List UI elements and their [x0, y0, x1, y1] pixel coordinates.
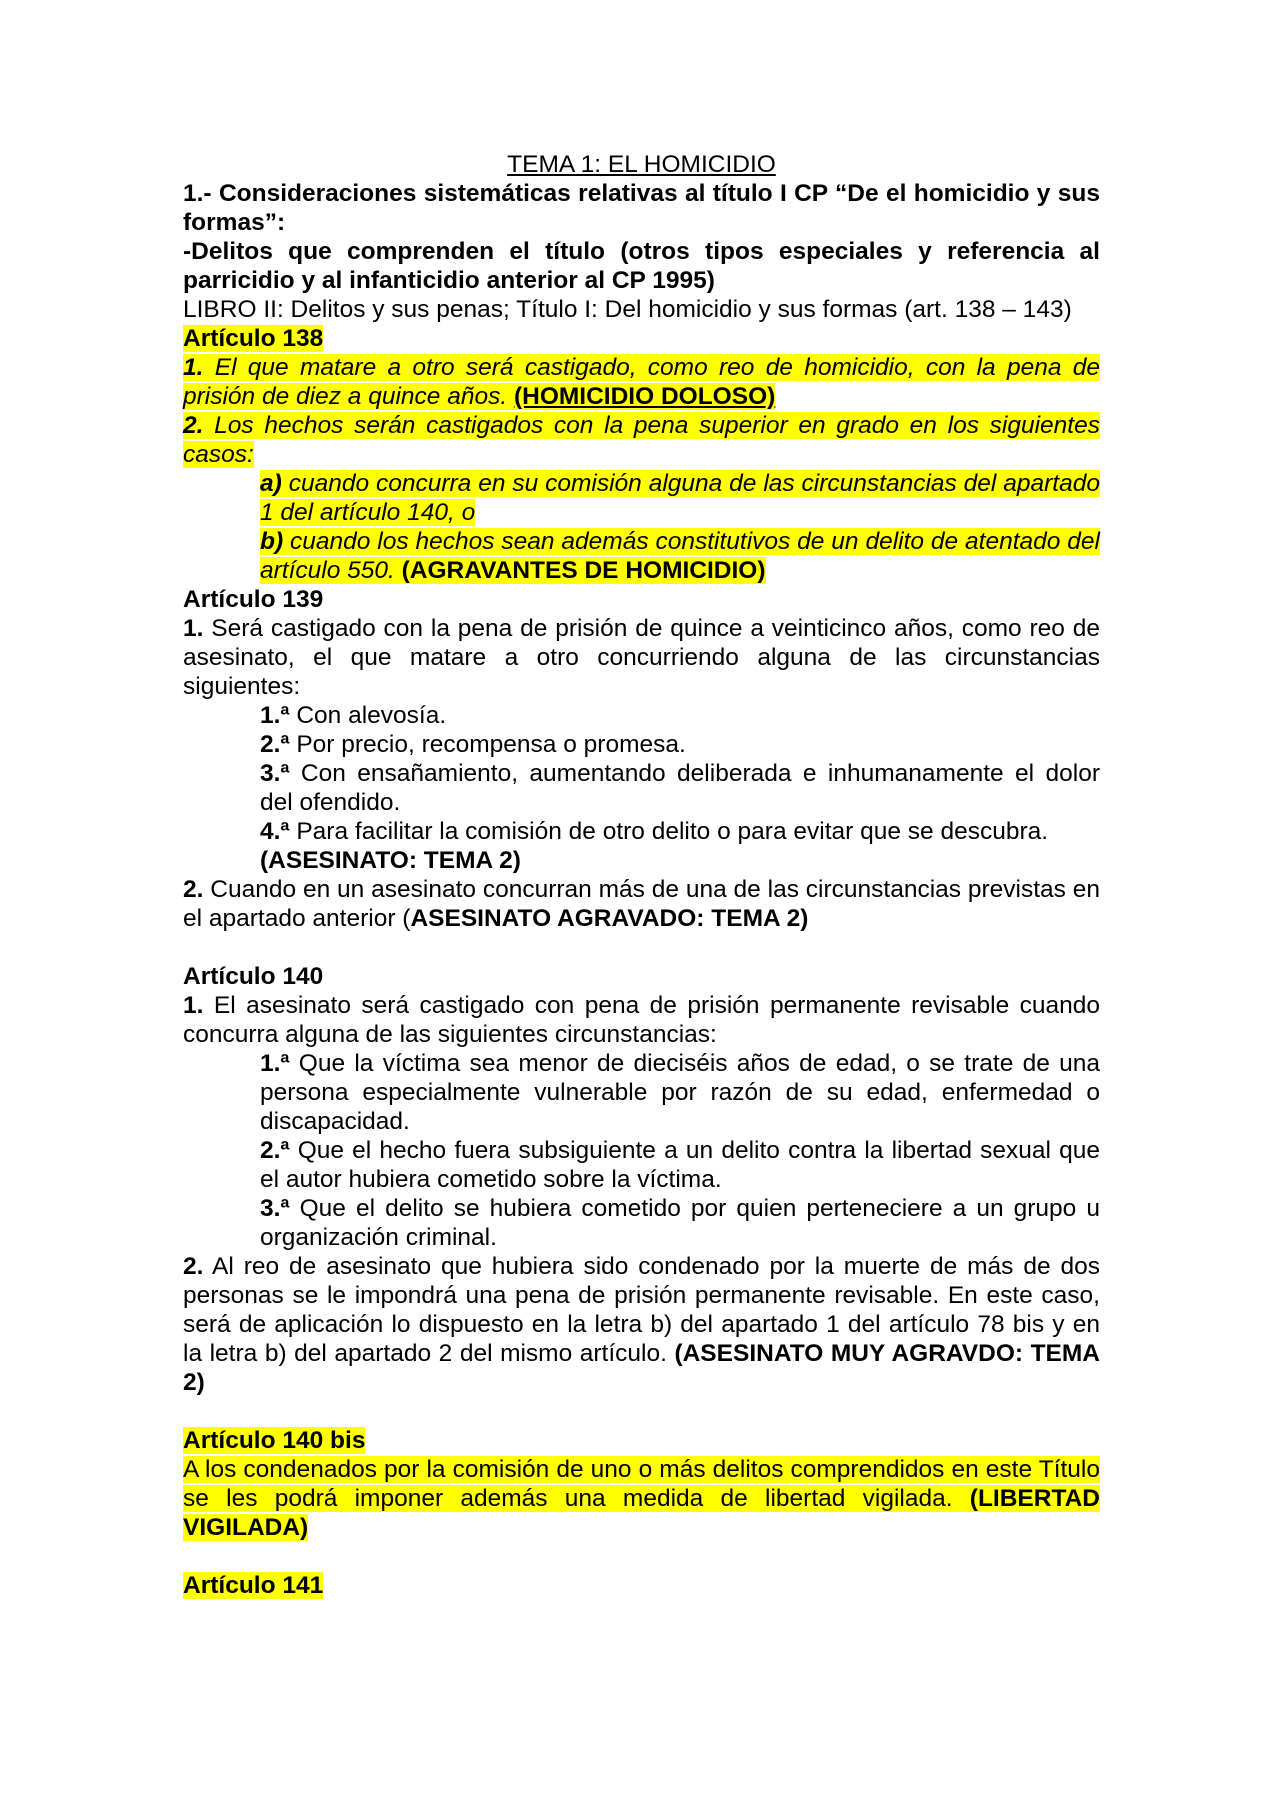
article-140bis-paragraph — [183, 1455, 1100, 1542]
list-item — [260, 759, 1100, 817]
paragraph-number: 2. — [183, 876, 204, 903]
item-number: 3.ª — [260, 1195, 290, 1222]
item-text: Para facilitar la comisión de otro delito o para evitar que se descubra. — [289, 818, 1049, 845]
item-text: Con ensañamiento, aumentando deliberada e inhumanamente el dolor del ofendido. — [260, 760, 1100, 816]
list-item — [260, 1194, 1100, 1252]
asesinato-agravado-tag: ASESINATO AGRAVADO: TEMA 2) — [410, 905, 809, 932]
item-number: 3.ª — [260, 760, 290, 787]
article-140-paragraph-2 — [183, 1252, 1100, 1397]
item-text: cuando concurra en su comisión alguna de las circunstancias del apartado 1 del artículo 140, o — [260, 470, 1100, 526]
paragraph-text: El asesinato será castigado con pena de prisión permanente revisable cuando concurra alguna de las siguientes circunstancias: — [183, 992, 1100, 1048]
article-138-paragraph-1 — [183, 353, 1100, 411]
paragraph-text: A los condenados por la comisión de uno o más delitos comprendidos en este Título se les podrá imponer además una medida de libertad vigilada. — [183, 1456, 1100, 1512]
item-text: Por precio, recompensa o promesa. — [289, 731, 686, 758]
article-141 — [183, 1571, 1100, 1600]
list-item — [260, 1136, 1100, 1194]
article-140-heading: Artículo 140 — [183, 963, 324, 990]
article-138-paragraph-2 — [183, 411, 1100, 469]
paragraph-text: Cuando en un asesinato concurran más de una de las circunstancias previstas en el apartado anterior ( — [183, 876, 1100, 932]
paragraph-number: 2. — [183, 412, 204, 439]
paragraph-number: 1. — [183, 615, 204, 642]
item-number: 4.ª — [260, 818, 290, 845]
item-label: b) — [260, 528, 284, 555]
article-140bis — [183, 1426, 1100, 1455]
list-item — [260, 730, 1100, 759]
libertad-vigilada-tag: (LIBERTAD VIGILADA) — [183, 1485, 1100, 1541]
section-subheading: -Delitos que comprenden el título (otros tipos especiales y referencia al parricidio y al infanticidio anterior al CP 1995) — [183, 238, 1100, 294]
item-text: Con alevosía. — [289, 702, 447, 729]
article-139-paragraph-1 — [183, 614, 1100, 701]
item-number: 2.ª — [260, 1137, 290, 1164]
article-139-heading: Artículo 139 — [183, 586, 324, 613]
item-number: 1.ª — [260, 1050, 290, 1077]
paragraph-number: 2. — [183, 1253, 204, 1280]
item-text: cuando los hechos sean además constitutivos de un delito de atentado del artículo 550. — [260, 528, 1100, 584]
article-138-item-b — [260, 527, 1100, 585]
paragraph-text: Los hechos serán castigados con la pena superior en grado en los siguientes casos: — [183, 412, 1100, 468]
item-number: 1.ª — [260, 702, 290, 729]
paragraph-text: Al reo de asesinato que hubiera sido condenado por la muerte de más de dos personas se le impondrá una pena de prisión permanente revisable. En este caso, será de aplicación lo dispuesto en la letra b) del apartado 1 del artículo 78 bis y en la letra b) del apartado 2 del mismo artículo. — [183, 1253, 1100, 1367]
article-138-heading: Artículo 138 — [183, 325, 324, 352]
paragraph-number: 1. — [183, 354, 204, 381]
article-141-heading: Artículo 141 — [183, 1572, 324, 1599]
homicidio-doloso-tag: (HOMICIDIO DOLOSO) — [513, 383, 776, 410]
article-140bis-heading: Artículo 140 bis — [183, 1427, 366, 1454]
asesinato-muy-agravado-tag: (ASESINATO MUY AGRAVDO: TEMA 2) — [183, 1340, 1100, 1396]
page-title: TEMA 1: EL HOMICIDIO — [507, 151, 776, 178]
list-item — [260, 1049, 1100, 1136]
item-text: Que el delito se hubiera cometido por quien perteneciere a un grupo u organización criminal. — [260, 1195, 1100, 1251]
agravantes-tag: (AGRAVANTES DE HOMICIDIO) — [401, 557, 766, 584]
document-body — [183, 150, 1100, 1600]
paragraph-text: El que matare a otro será castigado, como reo de homicidio, con la pena de prisión de diez a quince años. — [183, 354, 1100, 410]
item-text: Que el hecho fuera subsiguiente a un delito contra la libertad sexual que el autor hubiera cometido sobre la víctima. — [260, 1137, 1100, 1193]
libro-line: LIBRO II: Delitos y sus penas; Título I: Del homicidio y sus formas (art. 138 – 143) — [183, 296, 1072, 323]
list-item — [260, 701, 1100, 730]
section-heading: 1.- Consideraciones sistemáticas relativas al título I CP “De el homicidio y sus formas”: — [183, 180, 1100, 236]
spacer — [183, 933, 1100, 962]
article-139-paragraph-2 — [183, 875, 1100, 933]
list-item — [260, 817, 1100, 846]
article-138 — [183, 324, 1100, 353]
paragraph-text: Será castigado con la pena de prisión de quince a veinticinco años, como reo de asesinato, el que matare a otro concurriendo alguna de las circunstancias siguientes: — [183, 615, 1100, 700]
article-140-paragraph-1 — [183, 991, 1100, 1049]
asesinato-tag: (ASESINATO: TEMA 2) — [260, 847, 521, 874]
item-label: a) — [260, 470, 282, 497]
paragraph-number: 1. — [183, 992, 204, 1019]
article-138-item-a — [260, 469, 1100, 527]
spacer — [183, 1542, 1100, 1571]
spacer — [183, 1397, 1100, 1426]
item-text: Que la víctima sea menor de dieciséis años de edad, o se trate de una persona especialmente vulnerable por razón de su edad, enfermedad o discapacidad. — [260, 1050, 1100, 1135]
item-number: 2.ª — [260, 731, 290, 758]
